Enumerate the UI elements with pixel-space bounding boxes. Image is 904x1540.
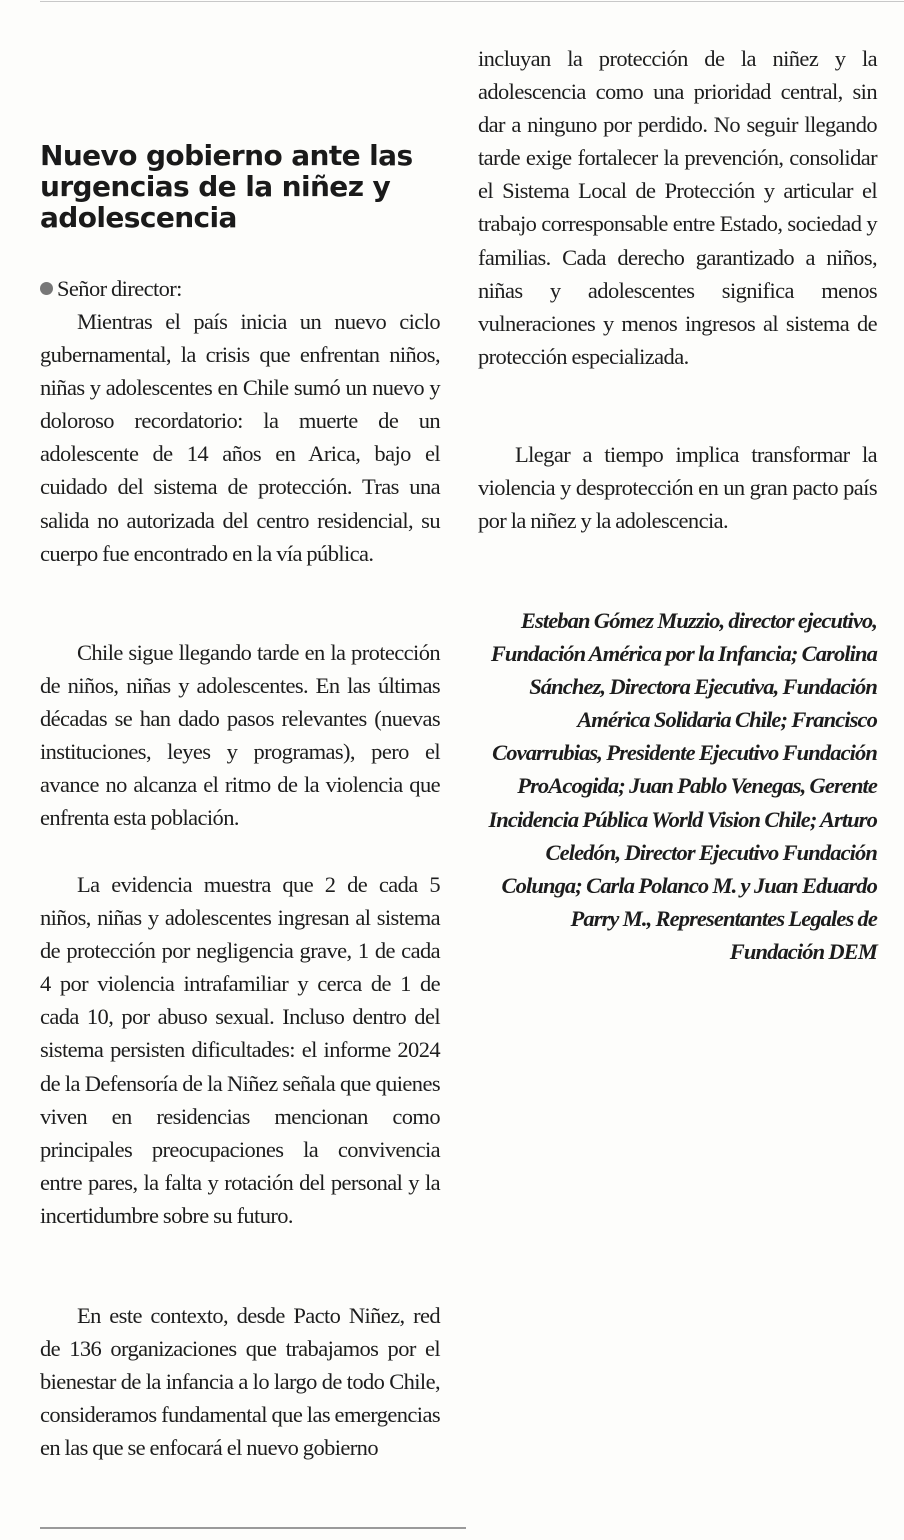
bullet-icon [40, 282, 53, 295]
signature-block: Esteban Gómez Muzzio, director ejecutivo, Fundación América por la Infancia; Carolina Sánchez, Directora Ejecutiva, Fundación América Solidaria Chile; Francisco Covarrubias, Presidente Ejecutivo Fundación ProAcogida; Juan Pablo Venegas, Gerente Incidencia Pública World Vision Chile; Arturo Celedón, Director Ejecutivo Fundación Colunga; Carla Polanco M. y Juan Eduardo Parry M., Representantes Legales de Fundación DEM [488, 608, 877, 964]
paragraph-4-part-1: En este contexto, desde Pacto Niñez, red de 136 organizaciones que trabajamos por el bienestar de la infancia a lo largo de todo Chile, consideramos fundamental que las emergencias en las que se enfocará el nuevo gobierno [40, 1303, 440, 1461]
bottom-rule [40, 1527, 466, 1529]
top-rule [40, 1, 904, 2]
paragraph-4-continued: incluyan la protección de la niñez y la adolescencia como una prioridad central, sin dar a ninguno por perdido. No seguir llegando tarde exige fortalecer la prevención, consolidar el Sistema Local de Protección y articular el trabajo corresponsable entre Estado, sociedad y familias. Cada derecho garantizado a niños, niñas y adolescentes significa menos vulneraciones y menos ingresos al sistema de protección especializada. [478, 46, 877, 369]
paragraph-2: Chile sigue llegando tarde en la protección de niños, niñas y adolescentes. En las últimas décadas se han dado pasos relevantes (nuevas instituciones, leyes y programas), pero el avance no alcanza el ritmo de la violencia que enfrenta esta población. [40, 640, 440, 831]
paragraph-1: Mientras el país inicia un nuevo ciclo gubernamental, la crisis que enfrentan niños, niñas y adolescentes en Chile sumó un nuevo y doloroso recordatorio: la muerte de un adolescente de 14 años en Arica, bajo el cuidado del sistema de protección. Tras una salida no autorizada del centro residencial, su cuerpo fue encontrado en la vía pública. [40, 309, 440, 566]
paragraph-4 [40, 1299, 440, 1464]
salutation [40, 272, 440, 305]
paragraph-5: Llegar a tiempo implica transformar la violencia y desprotección en un gran pacto país por la niñez y la adolescencia. [478, 442, 877, 534]
salutation-text: Señor director: [57, 276, 182, 301]
headline: Nuevo gobierno ante las urgencias de la niñez y adolescencia [40, 139, 413, 234]
paragraph-3: La evidencia muestra que 2 de cada 5 niños, niñas y adolescentes ingresan al sistema de protección por negligencia grave, 1 de cada 4 por violencia intrafamiliar y cerca de 1 de cada 10, por abuso sexual. Incluso dentro del sistema persisten dificultades: el informe 2024 de la Defensoría de la Niñez señala que quienes viven en residencias mencionan como principales preocupaciones la convivencia entre pares, la falta y rotación del personal y la incertidumbre sobre su futuro. [40, 872, 440, 1228]
